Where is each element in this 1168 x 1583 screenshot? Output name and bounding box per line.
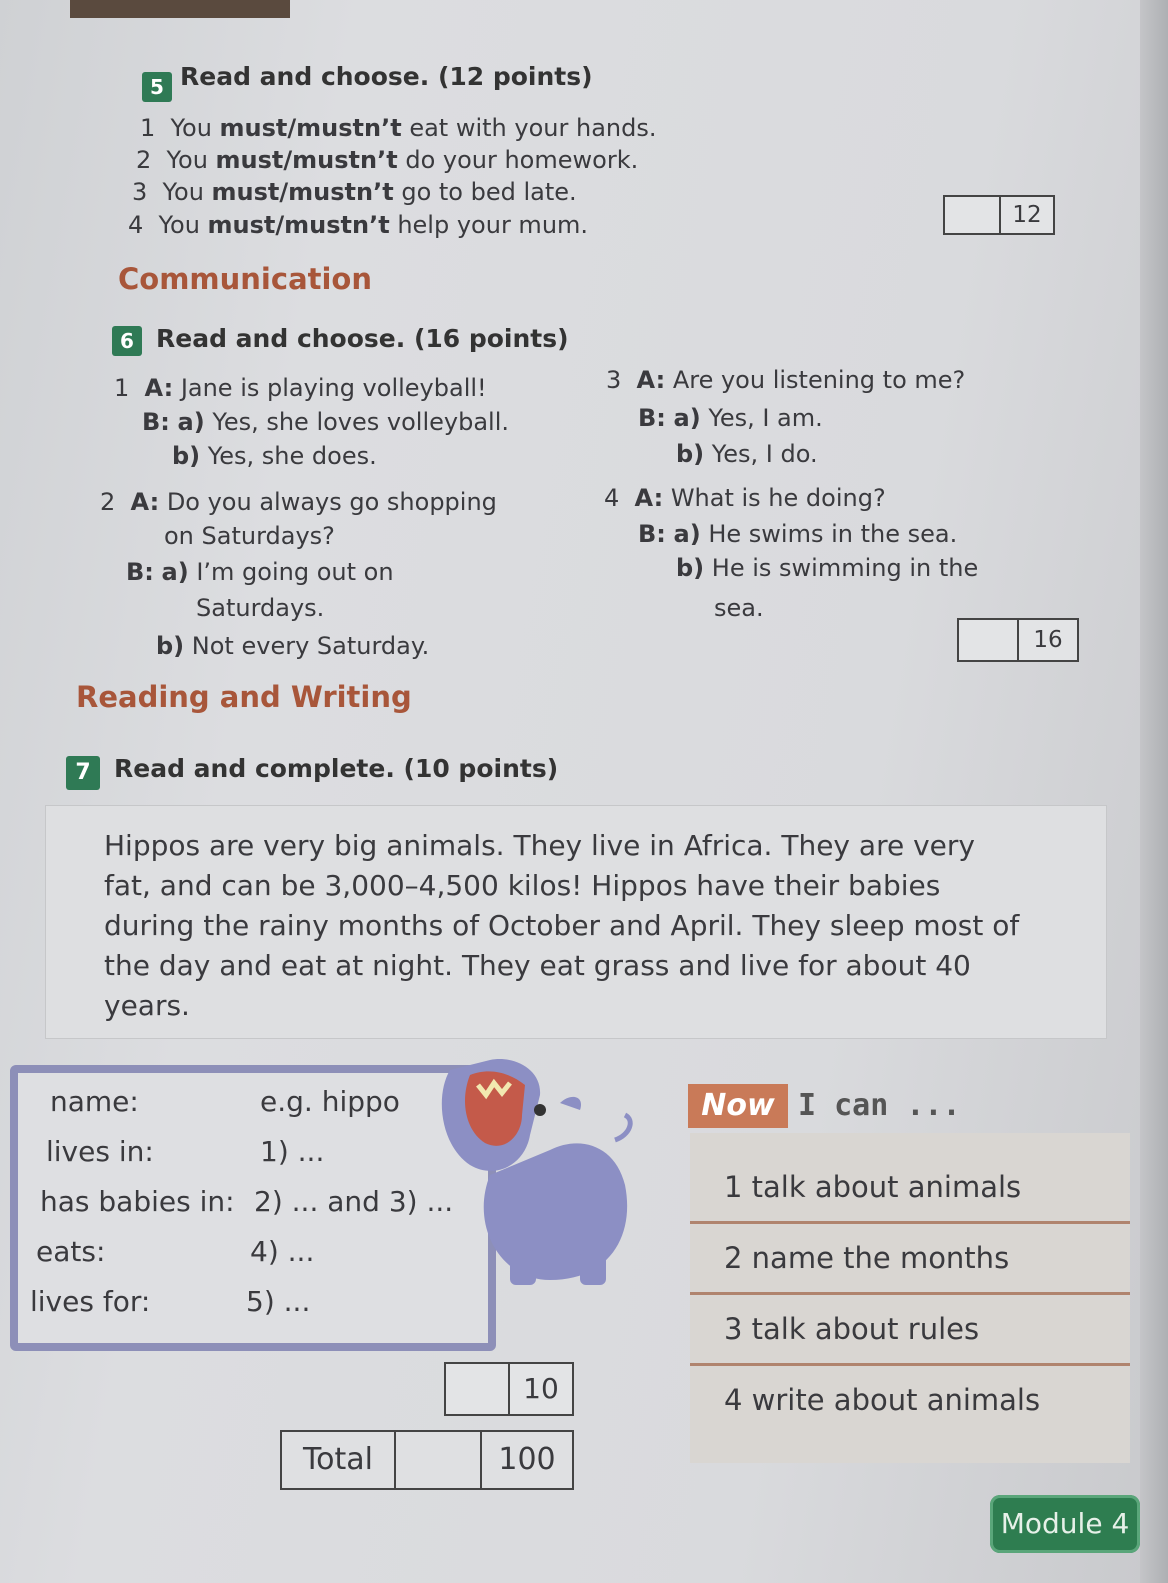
ex6-q4-ba: B: a) He swims in the sea. [638,520,958,548]
info-value-lives-in[interactable]: 1) ... [260,1135,325,1168]
reading-writing-title: Reading and Writing [76,680,412,714]
hippo-text-panel [45,805,1107,1039]
exercise-5-heading: Read and choose. (12 points) [180,62,593,91]
info-value-babies[interactable]: 2) ... and 3) ... [254,1185,454,1218]
exercise-7-badge: 7 [66,756,100,790]
ex6-q1-ba: B: a) Yes, she loves volleyball. [142,408,510,436]
now-badge: Now [688,1084,788,1128]
info-value-name: e.g. hippo [260,1085,400,1118]
ex7-max-score: 10 [523,1372,559,1405]
ex6-q2-a: 2 A: Do you always go shopping [100,488,497,516]
score-input-blank[interactable] [959,620,1019,660]
ex5-item-1: 1 You must/mustn’t eat with your hands. [140,114,657,142]
ex6-q2-a-cont: on Saturdays? [164,522,335,550]
ex6-q3-bb: b) Yes, I do. [676,440,818,468]
info-label-lives-in: lives in: [46,1135,154,1168]
ex6-q2-ba: B: a) I’m going out on [126,558,394,586]
now-i-can-item: 1 talk about animals [690,1153,1130,1224]
score-input-blank[interactable] [446,1364,510,1414]
hippo-illustration [430,1055,650,1295]
module-badge: Module 4 [990,1495,1140,1553]
ex6-q4-bb-cont: sea. [714,594,764,622]
ex6-score-box [957,618,1079,662]
ex6-q3-a: 3 A: Are you listening to me? [606,366,966,394]
ex5-max-score: 12 [1012,202,1042,228]
ex6-q4-a: 4 A: What is he doing? [604,484,886,512]
now-i-can-item: 4 write about animals [724,1383,1041,1417]
ex5-score-box [943,195,1055,235]
ex6-q2-bb: b) Not every Saturday. [156,632,430,660]
total-label: Total [282,1432,396,1488]
communication-title: Communication [118,262,373,296]
info-value-eats[interactable]: 4) ... [250,1235,315,1268]
ex6-q1-a: 1 A: Jane is playing volleyball! [114,374,487,402]
ex5-item-3: 3 You must/mustn’t go to bed late. [132,178,577,206]
info-label-name: name: [50,1085,139,1118]
hippo-text: Hippos are very big animals. They live in Africa. They are very fat, and can be 3,000–4,500 kilos! Hippos have their babies during the rainy months of October and April. They sleep most of the day and eat at night. They eat grass and live for about 40 years. [104,829,1020,1022]
score-input-blank[interactable] [945,197,1001,233]
now-i-can-item: 2 name the months [690,1224,1130,1295]
ex6-max-score: 16 [1033,627,1063,653]
now-i-can-item: 3 talk about rules [690,1295,1130,1366]
info-label-babies: has babies in: [40,1185,235,1218]
i-can-heading: I can ... [798,1088,961,1123]
exercise-7-heading: Read and complete. (10 points) [114,754,559,783]
ex6-q1-bb: b) Yes, she does. [172,442,377,470]
info-value-lives-for[interactable]: 5) ... [246,1285,311,1318]
ex7-score-box [444,1362,574,1416]
info-label-eats: eats: [36,1235,106,1268]
exercise-6-heading: Read and choose. (16 points) [156,324,569,353]
ex5-item-2: 2 You must/mustn’t do your homework. [136,146,639,174]
page-right-edge [1140,0,1168,1583]
exercise-5-badge: 5 [142,72,172,102]
total-score-box [280,1430,574,1490]
info-label-lives-for: lives for: [30,1285,151,1318]
total-max-score: 100 [498,1442,556,1477]
exercise-6-badge: 6 [112,326,142,356]
ex6-q2-ba-cont: Saturdays. [196,594,325,622]
hippo-info-box [10,1065,496,1351]
ex5-item-4: 4 You must/mustn’t help your mum. [128,211,589,239]
ex6-q3-ba: B: a) Yes, I am. [638,404,823,432]
now-i-can-list [690,1133,1130,1463]
ex6-q4-bb: b) He is swimming in the [676,554,979,582]
page-top-shadow [70,0,290,18]
total-input-blank[interactable] [396,1432,482,1488]
